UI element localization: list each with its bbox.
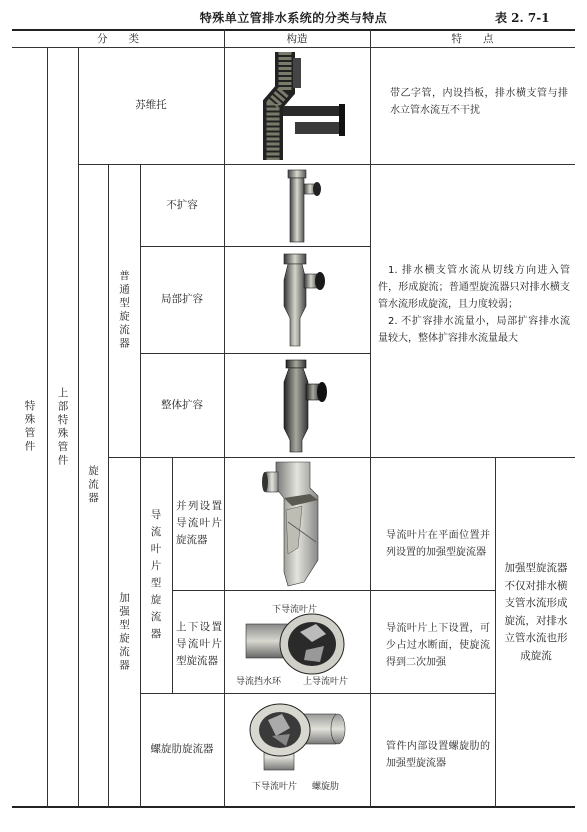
level2-label: 上部特殊管件 (56, 386, 69, 468)
s-bend-pipe-icon (255, 52, 345, 160)
level1-label: 特殊管件 (23, 400, 36, 454)
col-line (224, 29, 225, 807)
spiral-name: 螺旋肋旋流器 (150, 743, 214, 755)
full-expansion-icon (280, 360, 330, 452)
enhanced-feature: 加强型旋流器不仅对排水横支管水流形成旋流，对排水立管水流也形成旋流 (504, 562, 568, 662)
caption-spiral-rib: 螺旋肋 (312, 782, 340, 792)
guide-item-2-name: 上下设置导流叶片型旋流器 (176, 621, 222, 667)
guide-item-2-feature: 导流叶片上下设置，可少占过水断面，使旋流得到二次加强 (386, 623, 490, 668)
normal-feature (378, 262, 570, 347)
guide-group-label: 导流叶片型旋流器 (150, 509, 162, 640)
updown-vane-icon (246, 610, 350, 678)
normal-feature-2: 2. 不扩容排水流量小，局部扩容排水流量较大，整体扩容排水流量最大 (378, 316, 570, 344)
caption-lower-vane: 下导流叶片 (252, 782, 298, 792)
suvent-feature: 带乙字管，内设挡板，排水横支管与排水立管水流互不干扰 (390, 88, 568, 116)
spiral-feature: 管件内部设置螺旋肋的加强型旋流器 (386, 741, 490, 769)
guide-item-1-name: 并列设置导流叶片旋流器 (176, 500, 222, 546)
normal-item-1: 不扩容 (166, 198, 198, 211)
header-structure: 构造 (286, 32, 308, 45)
row-line (172, 590, 495, 591)
parallel-vane-icon (258, 462, 328, 586)
col-line (370, 29, 371, 807)
enhanced-group-label: 加强型旋流器 (118, 591, 130, 673)
normal-item-2: 局部扩容 (161, 293, 203, 305)
guide-item-1-feature: 导流叶片在平面位置并列设置的加强型旋流器 (386, 530, 490, 558)
col-line (495, 457, 496, 807)
col-line (172, 457, 173, 693)
spiral-rib-icon (246, 700, 350, 776)
normal-feature-1: 1. 排水横支管水流从切线方向进入管件，形成旋流；普通型旋流器只对排水横支管水流形成旋流，且力度较弱； (378, 265, 570, 310)
caption-guide-ring: 导流挡水环 (236, 677, 282, 687)
swirl-label: 旋流器 (87, 465, 99, 506)
row-line (108, 457, 575, 458)
suvent-name: 苏维托 (135, 99, 167, 111)
normal-group-label: 普通型旋流器 (118, 270, 130, 351)
caption-upper-vane-2: 上导流叶片 (303, 677, 349, 687)
tee-fitting-icon (284, 170, 324, 242)
table-title: 特殊单立管排水系统的分类与特点 (199, 11, 388, 25)
table-number: 表 2. 7-1 (495, 11, 550, 25)
normal-item-3: 整体扩容 (161, 398, 203, 411)
header-feature: 特 点 (451, 32, 494, 45)
local-expansion-icon (280, 252, 328, 348)
header-category: 分 类 (97, 32, 139, 45)
caption-upper-vane: 下导流叶片 (272, 605, 318, 615)
